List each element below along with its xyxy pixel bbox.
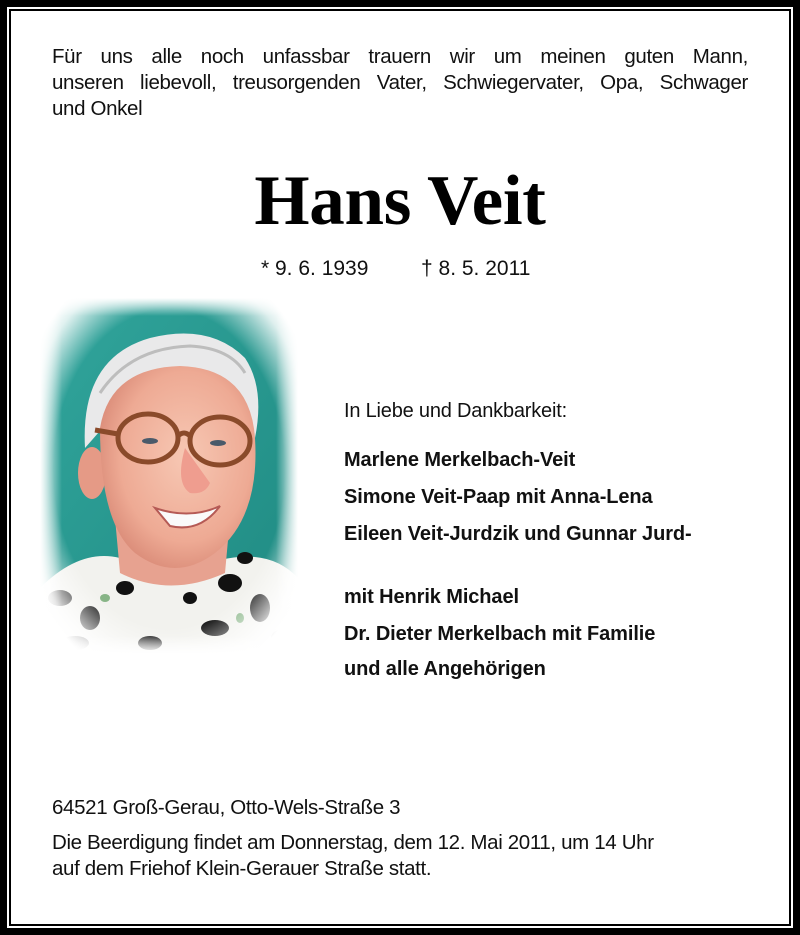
mourners-block: [344, 398, 764, 685]
funeral-info: [52, 830, 752, 882]
funeral-line: auf dem Friehof Klein-Gerauer Straße statt.: [52, 857, 432, 880]
deceased-name: Hans Veit: [254, 162, 546, 240]
mourner-name: und alle Angehörigen: [344, 658, 546, 680]
spacer: [344, 553, 764, 579]
funeral-line: Die Beerdigung findet am Donnerstag, dem 12. Mai 2011, um 14 Uhr: [52, 831, 654, 854]
intro-line: unseren liebevoll, treusorgenden Vater, Schwiegervater, Opa, Schwager: [52, 71, 748, 94]
intro-text: [52, 44, 748, 122]
footer-block: [52, 795, 752, 882]
mourner-name: Simone Veit-Paap mit Anna-Lena: [344, 486, 653, 508]
mourner-name: Eileen Veit-Jurdzik und Gunnar Jurd-: [344, 523, 692, 545]
address: 64521 Groß-Gerau, Otto-Wels-Straße 3: [52, 796, 401, 819]
portrait-photo: [40, 298, 298, 654]
mourner-name: mit Henrik Michael: [344, 586, 519, 608]
mourners-lead: In Liebe und Dankbarkeit:: [344, 400, 567, 422]
death-date: † 8. 5. 2011: [421, 257, 531, 280]
mourner-name: Marlene Merkelbach-Veit: [344, 449, 576, 471]
intro-line: Für uns alle noch unfassbar trauern wir um meinen guten Mann,: [52, 45, 748, 68]
mourner-name: Dr. Dieter Merkelbach mit Familie: [344, 623, 656, 645]
mourners-list: [344, 442, 764, 685]
portrait-image: [40, 298, 298, 654]
birth-date: * 9. 6. 1939: [261, 257, 369, 280]
intro-line: und Onkel: [52, 97, 143, 120]
